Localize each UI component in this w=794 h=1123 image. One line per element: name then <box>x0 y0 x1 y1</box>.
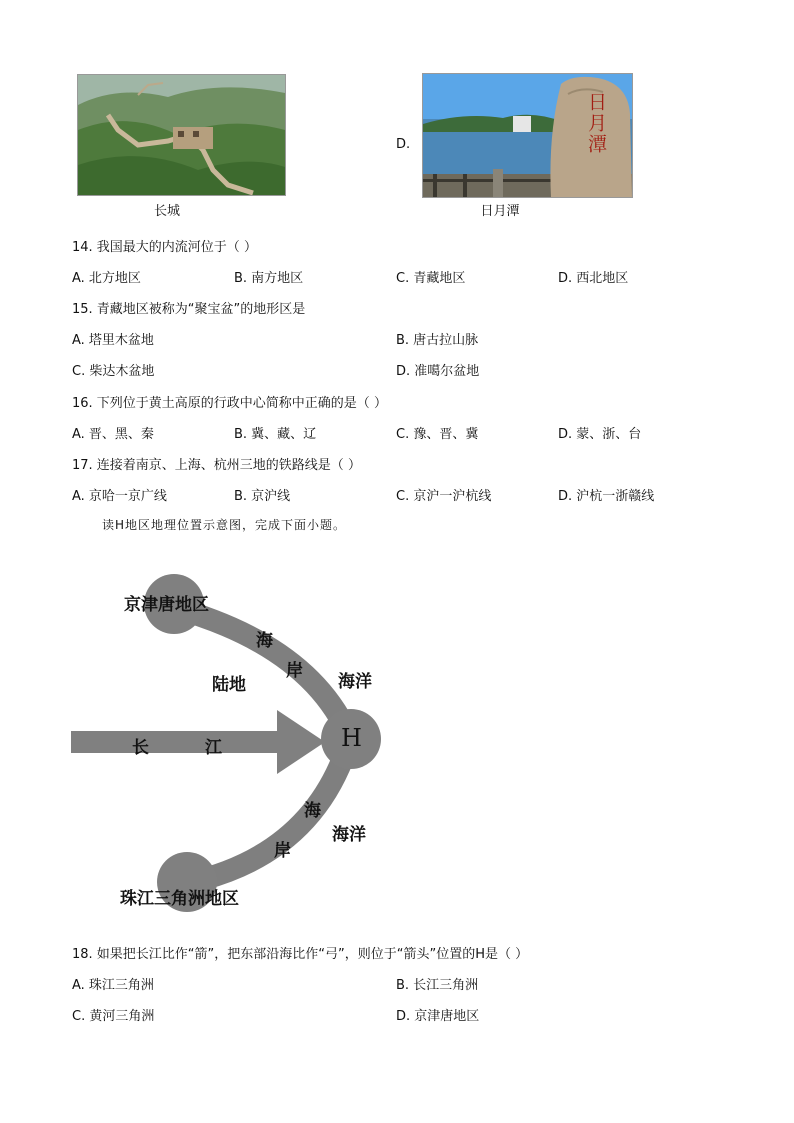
question-15-option-d: D. 准噶尔盆地 <box>396 364 480 379</box>
question-18-option-d: D. 京津唐地区 <box>396 1009 480 1024</box>
question-14-option-a: A. 北方地区 <box>72 271 141 286</box>
coast-bottom-char-1: 海 <box>304 801 321 821</box>
land-label: 陆地 <box>212 675 246 695</box>
question-15-option-a: A. 塔里木盆地 <box>72 333 154 348</box>
great-wall-caption: 长城 <box>153 204 180 219</box>
river-char-2: 江 <box>205 738 222 758</box>
question-15-option-b: B. 唐古拉山脉 <box>396 333 479 348</box>
question-16-option-a: A. 晋、黑、秦 <box>72 427 154 442</box>
great-wall-photo <box>77 74 286 196</box>
question-14-option-b: B. 南方地区 <box>234 271 304 286</box>
question-16-stem: 16. 下列位于黄土高原的行政中心简称中正确的是（ ） <box>72 396 387 411</box>
top-region-label: 京津唐地区 <box>124 595 209 615</box>
coast-top-char-1: 海 <box>256 631 273 651</box>
ocean-top-label: 海洋 <box>338 672 372 692</box>
river-char-1: 长 <box>132 738 149 758</box>
h-label: H <box>341 724 362 752</box>
question-18-stem: 18. 如果把长江比作“箭”，把东部沿海比作“弓”，则位于“箭头”位置的H是（ ） <box>72 947 529 962</box>
ocean-bottom-label: 海洋 <box>332 825 366 845</box>
bottom-region-label: 珠江三角洲地区 <box>120 889 239 909</box>
question-16-option-c: C. 豫、晋、冀 <box>396 427 479 442</box>
question-17-option-d: D. 沪杭一浙赣线 <box>558 489 655 504</box>
question-17-option-c: C. 京沪一沪杭线 <box>396 489 492 504</box>
question-18-option-c: C. 黄河三角洲 <box>72 1009 155 1024</box>
question-16-option-d: D. 蒙、浙、台 <box>558 427 642 442</box>
stone-inscription: 日月潭 <box>585 92 607 155</box>
diagram-intro: 读H地区地理位置示意图，完成下面小题。 <box>102 518 347 532</box>
question-14-option-d: D. 西北地区 <box>558 271 629 286</box>
question-15-option-c: C. 柴达木盆地 <box>72 364 155 379</box>
question-18-option-b: B. 长江三角洲 <box>396 978 479 993</box>
yangtze-arrow <box>71 710 325 774</box>
question-14-option-c: C. 青藏地区 <box>396 271 466 286</box>
question-14-stem: 14. 我国最大的内流河位于（ ） <box>72 240 257 255</box>
question-18-option-a: A. 珠江三角洲 <box>72 978 154 993</box>
coast-bottom-char-2: 岸 <box>274 841 291 861</box>
photo-option-d-label: D. <box>396 137 411 152</box>
coast-top-char-2: 岸 <box>286 661 303 681</box>
sun-moon-lake-caption: 日月潭 <box>480 204 520 219</box>
question-17-option-b: B. 京沪线 <box>234 489 291 504</box>
question-17-stem: 17. 连接着南京、上海、杭州三地的铁路线是（ ） <box>72 458 361 473</box>
question-16-option-b: B. 冀、藏、辽 <box>234 427 317 442</box>
question-17-option-a: A. 京哈一京广线 <box>72 489 167 504</box>
question-15-stem: 15. 青藏地区被称为“聚宝盆”的地形区是 <box>72 302 306 317</box>
